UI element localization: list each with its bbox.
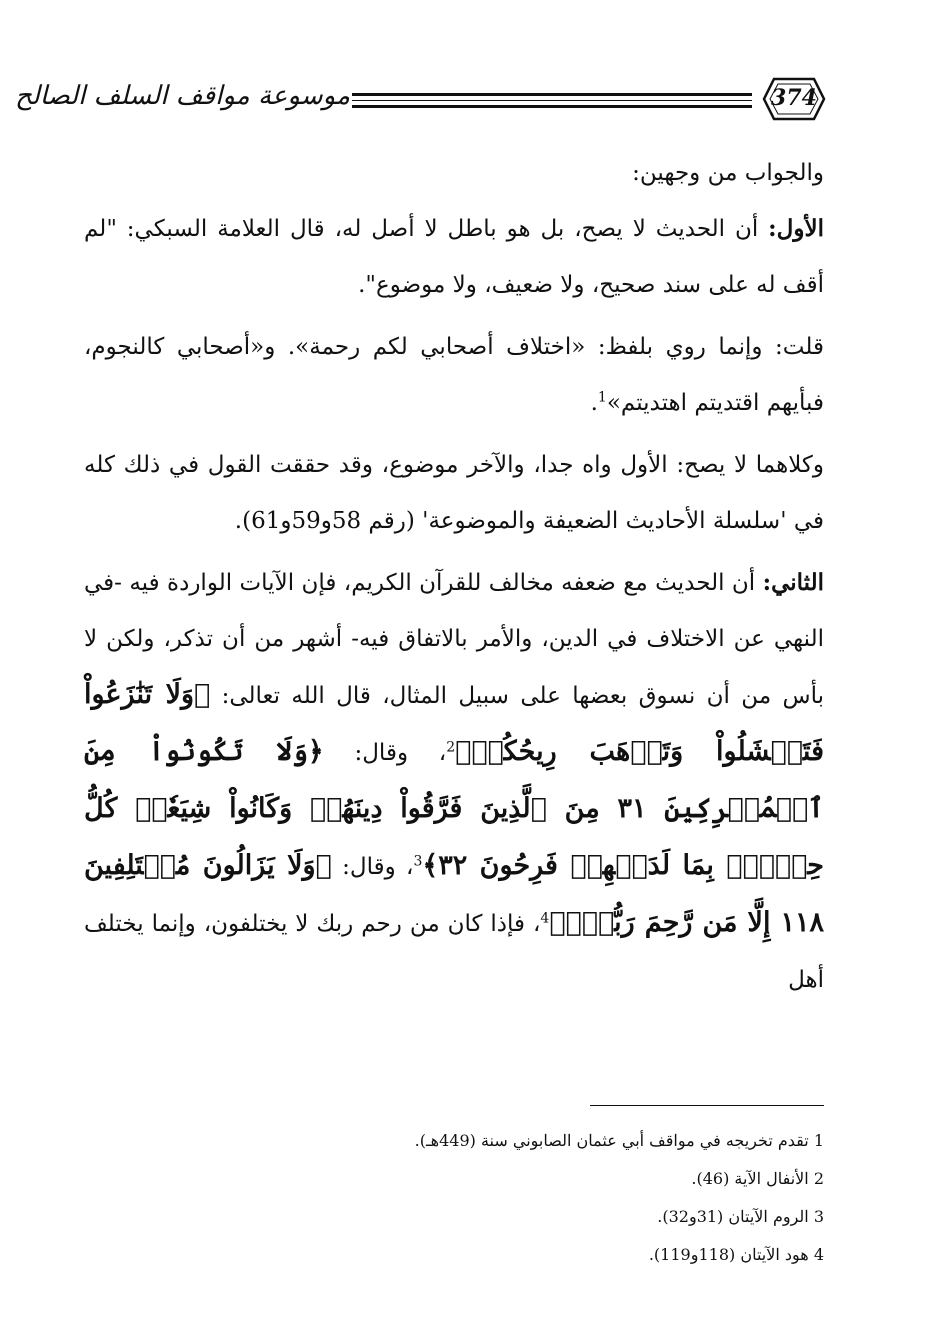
footnote-item: 1 تقدم تخريجه في مواقف أبي عثمان الصابوني سنة (449هـ). — [414, 1131, 824, 1150]
footnote-item: 2 الأنفال الآية (46). — [691, 1169, 824, 1188]
footnote-ref[interactable]: 2 — [446, 739, 456, 756]
paragraph — [84, 437, 824, 549]
footnote-item: 3 الروم الآيتان (31و32). — [657, 1207, 824, 1226]
series-title: موسوعة مواقف السلف الصالح — [15, 81, 350, 111]
header-rule — [352, 105, 752, 108]
paragraph — [84, 145, 824, 201]
paragraph — [84, 555, 824, 1008]
paragraph-text: قلت: وإنما روي بلفظ: «اختلاف أصحابي لكم رحمة». و«أصحابي كالنجوم، فبأيهم اقتديتم اهتديتم» — [84, 334, 824, 416]
page-number: 374 — [771, 85, 817, 111]
footnotes — [84, 1122, 824, 1274]
paragraph-text: ، فإذا كان من رحم ربك لا يختلفون، وإنما يختلف أهل — [84, 911, 824, 993]
page-number-badge — [762, 75, 826, 123]
main-text — [84, 145, 824, 1008]
footnote-ref[interactable]: 3 — [413, 853, 423, 870]
paragraph-text: وكلاهما لا يصح: الأول واه جدا، والآخر موضوع، وقد حققت القول في ذلك كله في 'سلسلة الأحاديث الضعيفة والموضوعة' (رقم 58و59و61). — [84, 452, 824, 534]
quran-verse: ﴿وَلَا تَنَٰزَعُواْ فَتَفۡشَلُواْ وَتَذۡهَبَ رِيحُكُمۡ﴾ — [84, 679, 824, 767]
section-term: الأول: — [768, 215, 824, 242]
page-header — [15, 75, 840, 135]
paragraph-text: ، وقال: — [331, 854, 414, 880]
paragraph-text: ، وقال: — [323, 740, 447, 766]
header-rule — [352, 100, 752, 101]
paragraph — [84, 319, 824, 431]
footnote-item: 4 هود الآيتان (118و119). — [648, 1245, 824, 1264]
footnote-divider — [590, 1105, 824, 1106]
header-rule — [352, 93, 752, 96]
paragraph — [84, 201, 824, 313]
quran-verse: ﴿وَلَا تَكُونُواْ مِنَ ٱلۡمُشۡرِكِينَ ٣١ مِنَ ٱلَّذِينَ فَرَّقُواْ دِينَهُمۡ وَكَانُواْ شِيَعٗاۖ كُلُّ حِزۡبِۭ بِمَا لَدَيۡهِمۡ فَرِحُونَ ٣٢﴾ — [84, 736, 824, 881]
paragraph-end: . — [590, 390, 598, 416]
footnote-ref[interactable]: 1 — [597, 389, 607, 406]
paragraph-text: أن الحديث مع ضعفه مخالف للقرآن الكريم، فإن الآيات الواردة فيه -في النهي عن الاختلاف في الدين، والأمر بالاتفاق فيه- أشهر من أن تذكر، ولكن لا بأس من أن نسوق بعضها على سبيل المثال، قال الله تعالى: — [84, 570, 824, 709]
footnote-ref[interactable]: 4 — [540, 910, 550, 927]
paragraph-text: والجواب من وجهين: — [632, 160, 824, 186]
quran-verse: ﴿وَلَا يَزَالُونَ مُخۡتَلِفِينَ ١١٨ إِلَّا مَن رَّحِمَ رَبُّكَۚ﴾ — [84, 850, 825, 938]
paragraph-text: أن الحديث لا يصح، بل هو باطل لا أصل له، قال العلامة السبكي: "لم أقف له على سند صحيح، ولا ضعيف، ولا موضوع". — [84, 216, 824, 298]
section-term: الثاني: — [762, 569, 824, 596]
